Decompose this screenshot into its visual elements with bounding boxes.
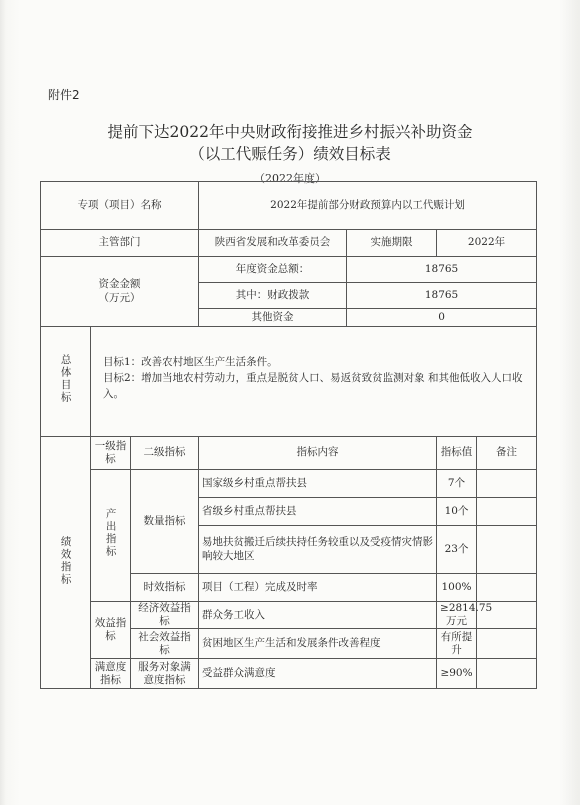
indicator-remark <box>477 659 537 689</box>
funds-label-line-2: （万元） <box>98 291 141 304</box>
header-level1: 一级指标 <box>91 437 131 470</box>
other-funds-label: 其他资金 <box>199 309 347 327</box>
fiscal-label: 其中：财政拨款 <box>199 283 347 309</box>
indicator-content: 项目（工程）完成及时率 <box>199 574 437 602</box>
indicator-value: 100% <box>437 574 477 602</box>
perf-indicator-label <box>41 437 91 689</box>
dept-label: 主管部门 <box>41 230 199 257</box>
fiscal-value: 18765 <box>347 283 537 309</box>
indicator-value: 23个 <box>437 526 477 574</box>
overall-goal-label <box>41 327 91 437</box>
project-name-value: 2022年提前部分财政预算内以工代赈计划 <box>199 182 537 230</box>
funds-label-line-1: 资金金额 <box>98 278 141 291</box>
goal-1: 目标1：改善农村地区生产生活条件。 <box>103 356 278 368</box>
document-title-line-1: 提前下达2022年中央财政衔接推进乡村振兴补助资金 <box>107 123 473 141</box>
timeliness-indicator-label: 时效指标 <box>131 574 199 602</box>
document-title-line-2: （以工代赈任务）绩效目标表 <box>189 145 391 163</box>
annual-total-label: 年度资金总额： <box>199 257 347 283</box>
header-remark: 备注 <box>477 437 537 470</box>
indicator-value: ≥90% <box>437 659 477 689</box>
indicator-remark <box>477 498 537 526</box>
project-name-label: 专项（项目）名称 <box>41 182 199 230</box>
table-row <box>41 437 537 470</box>
indicator-remark <box>477 526 537 574</box>
indicator-value: ≥2814.75万元 <box>437 602 477 629</box>
indicator-content: 国家级乡村重点帮扶县 <box>199 470 437 498</box>
attachment-label: 附件2 <box>48 88 80 102</box>
performance-target-table <box>40 181 537 689</box>
overall-goal-content <box>91 327 537 437</box>
table-row <box>41 659 537 689</box>
indicator-content: 易地扶贫搬迁后续扶持任务较重以及受疫情灾情影响较大地区 <box>199 526 437 574</box>
period-value: 2022年 <box>437 230 537 257</box>
indicator-content: 受益群众满意度 <box>199 659 437 689</box>
goal-2: 目标2：增加当地农村劳动力，重点是脱贫人口、易返贫致贫监测对象 和其他低收入人口收入。 <box>103 371 523 400</box>
output-indicator-label <box>91 470 131 602</box>
indicator-value: 7个 <box>437 470 477 498</box>
annual-total-value: 18765 <box>347 257 537 283</box>
funds-label <box>41 257 199 327</box>
table-row <box>41 182 537 230</box>
economic-benefit-label: 经济效益指标 <box>131 602 199 629</box>
indicator-remark <box>477 629 537 659</box>
benefit-indicator-label: 效益指标 <box>91 602 131 659</box>
indicator-value: 有所提升 <box>437 629 477 659</box>
service-satisfaction-label: 服务对象满意度指标 <box>131 659 199 689</box>
output-indicator-text: 产出指标 <box>104 508 117 559</box>
satisfaction-indicator-label: 满意度指标 <box>91 659 131 689</box>
indicator-remark <box>477 574 537 602</box>
perf-indicator-text: 绩效指标 <box>59 535 72 586</box>
table-row <box>41 230 537 257</box>
header-value: 指标值 <box>437 437 477 470</box>
indicator-remark <box>477 470 537 498</box>
table-row <box>41 257 537 283</box>
period-label: 实施期限 <box>347 230 437 257</box>
overall-goal-text: 总体目标 <box>59 354 72 405</box>
table-row <box>41 327 537 437</box>
header-level2: 二级指标 <box>131 437 199 470</box>
indicator-value: 10个 <box>437 498 477 526</box>
dept-value: 陕西省发展和改革委员会 <box>199 230 347 257</box>
table-row <box>41 470 537 498</box>
indicator-content: 省级乡村重点帮扶县 <box>199 498 437 526</box>
other-funds-value: 0 <box>347 309 537 327</box>
quantity-indicator-label: 数量指标 <box>131 470 199 574</box>
table-row <box>41 602 537 629</box>
indicator-content: 贫困地区生产生活和发展条件改善程度 <box>199 629 437 659</box>
indicator-content: 群众务工收入 <box>199 602 437 629</box>
social-benefit-label: 社会效益指标 <box>131 629 199 659</box>
year-label: （2022年度） <box>254 172 326 185</box>
header-content: 指标内容 <box>199 437 437 470</box>
